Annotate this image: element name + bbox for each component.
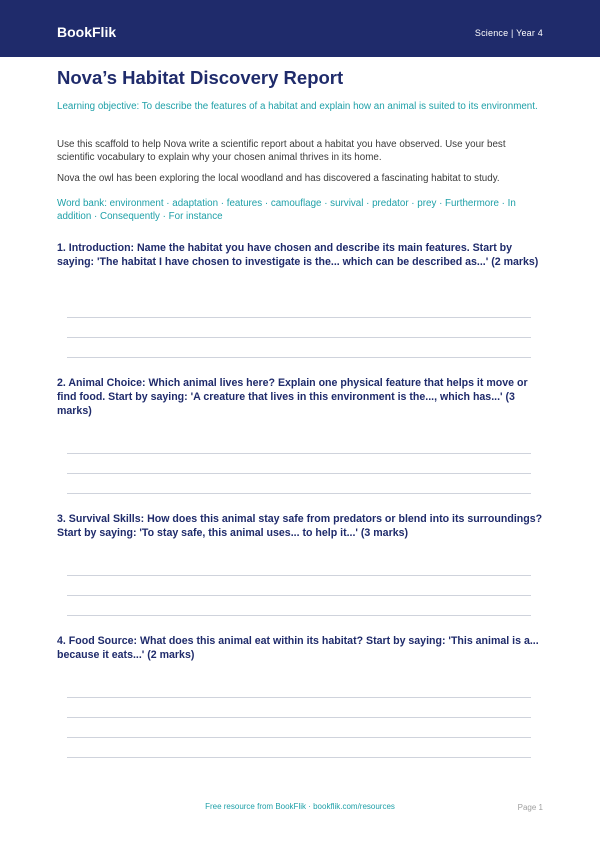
question-1: 1. Introduction: Name the habitat you have chosen and describe its main features. Start by saying: 'The habitat I have chosen to investigate is the... which can be described as...' (2 marks): [57, 242, 539, 268]
story-text: Nova the owl has been exploring the local woodland and has discovered a fascinating habitat to study.: [57, 173, 500, 184]
question-3: 3. Survival Skills: How does this animal stay safe from predators or blend into its surroundings? Start by saying: 'To stay safe, this animal uses... to help it...' (3 marks): [57, 513, 543, 539]
answer-line[interactable]: [67, 697, 531, 698]
word-bank: Word bank: environment · adaptation · features · camouflage · survival · predator · prey · Furthermore · In addition · Consequently · For instance: [57, 198, 516, 222]
answer-line[interactable]: [67, 757, 531, 758]
answer-line[interactable]: [67, 493, 531, 494]
page-header: [0, 0, 600, 57]
answer-line[interactable]: [67, 473, 531, 474]
page-title: Nova’s Habitat Discovery Report: [57, 67, 344, 88]
answer-line[interactable]: [67, 615, 531, 616]
answer-line[interactable]: [67, 717, 531, 718]
answer-line[interactable]: [67, 317, 531, 318]
footer-credit: Free resource from BookFlik · bookflik.com/resources: [205, 802, 395, 811]
learning-objective: Learning objective: To describe the features of a habitat and explain how an animal is suited to its environment.: [57, 101, 538, 112]
answer-line[interactable]: [67, 575, 531, 576]
answer-line[interactable]: [67, 357, 531, 358]
intro-text: Use this scaffold to help Nova write a scientific report about a habitat you have observed. Use your best scientific vocabulary to explain why your chosen animal thrives in its home.: [57, 139, 506, 163]
subject-year-label: Science | Year 4: [474, 28, 543, 38]
answer-line[interactable]: [67, 453, 531, 454]
answer-line[interactable]: [67, 737, 531, 738]
answer-line[interactable]: [67, 595, 531, 596]
question-2: 2. Animal Choice: Which animal lives here? Explain one physical feature that helps it move or find food. Start by saying: 'A creature that lives in this environment is the..., which has...' (3 marks): [57, 377, 528, 417]
answer-line[interactable]: [67, 337, 531, 338]
brand-logo: BookFlik: [57, 24, 117, 40]
question-4: 4. Food Source: What does this animal eat within its habitat? Start by saying: 'This animal is a... because it eats...' (2 marks): [57, 635, 539, 661]
page-number: Page 1: [517, 803, 543, 812]
